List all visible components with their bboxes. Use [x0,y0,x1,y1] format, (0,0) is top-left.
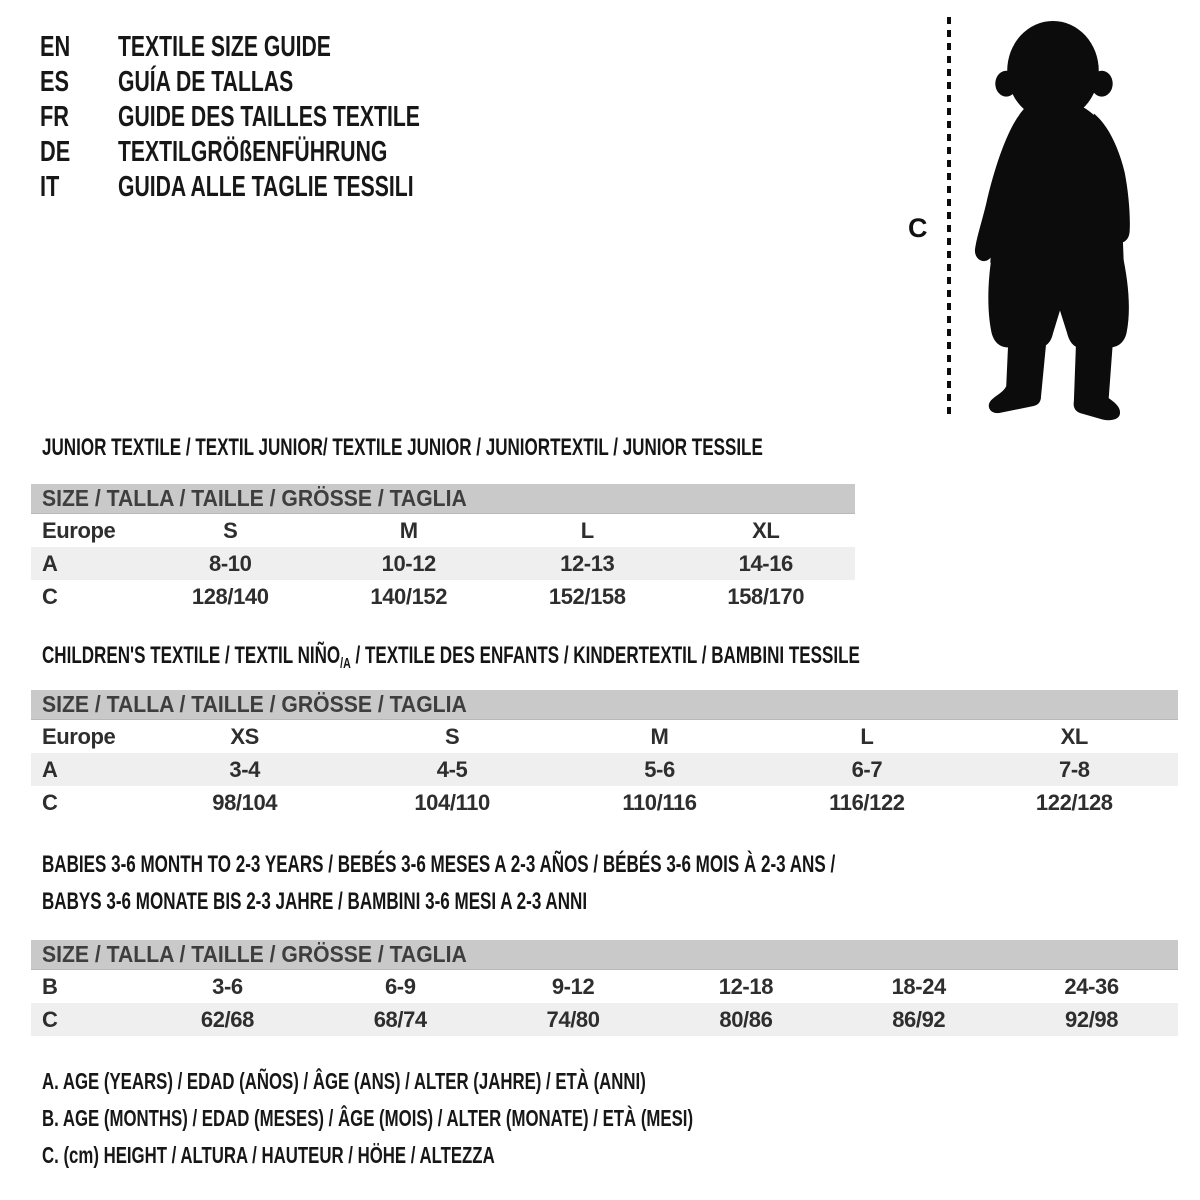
table-cell: 104/110 [414,789,490,815]
table-cell: M [399,517,418,543]
table-cell: 128/140 [191,583,269,609]
table-row [31,514,855,547]
table-cell: 98/104 [212,789,278,815]
height-measure-label: C [908,213,928,243]
table-cell: M [650,723,669,749]
table-cell: 12-18 [718,973,774,999]
babies-section-title-line2: BABYS 3-6 MONATE BIS 2-3 JAHRE / BAMBINI 3-6 MESI A 2-3 ANNI [42,888,588,915]
table-cell: 4-5 [436,756,468,782]
table-cell: 62/68 [200,1006,254,1032]
table-cell: 9-12 [551,973,595,999]
baby-silhouette-icon [955,14,1147,422]
children-section-title: CHILDREN'S TEXTILE / TEXTIL $NIÑO_{/A}$ / TEXTILE DES ENFANTS / KINDERTEXTIL / BAMBINI TESSILE [42,642,860,672]
table-cell: XL [1060,723,1088,749]
lang-row-de [40,135,532,170]
table-cell: XL [752,517,780,543]
children-size-header-label: SIZE / TALLA / TAILLE / GRÖSSE / TAGLIA [42,691,467,717]
lang-title-de: TEXTILGRÖßENFÜHRUNG [118,136,388,168]
table-cell: 110/116 [622,789,697,815]
table-cell: 12-13 [560,550,615,576]
table-cell: 80/86 [719,1006,773,1032]
table-row [31,970,1178,1003]
junior-section-title: JUNIOR TEXTILE / TEXTIL JUNIOR/ TEXTILE JUNIOR / JUNIORTEXTIL / JUNIOR TESSILE [42,434,763,461]
lang-code-es: ES [40,66,70,98]
table-cell: 14-16 [738,550,793,576]
row-label: C [42,1006,58,1032]
table-row [31,786,1178,819]
table-cell: 6-7 [851,756,883,782]
table-cell: 6-9 [384,973,416,999]
babies-size-header-label: SIZE / TALLA / TAILLE / GRÖSSE / TAGLIA [42,941,467,967]
row-label: A [42,550,58,576]
table-cell: 18-24 [891,973,946,999]
table-cell: S [223,517,238,543]
table-cell: 74/80 [546,1006,600,1032]
legend-age-years: A. AGE (YEARS) / EDAD (AÑOS) / ÂGE (ANS) / ALTER (JAHRE) / ETÀ (ANNI) [42,1068,646,1094]
babies-section-title-line1: BABIES 3-6 MONTH TO 2-3 YEARS / BEBÉS 3-6 MESES A 2-3 AÑOS / BÉBÉS 3-6 MOIS À 2-3 ANS / [42,851,836,878]
table-cell: 3-6 [212,973,243,999]
table-cell: 158/170 [727,583,805,609]
table-cell: 92/98 [1065,1006,1119,1032]
junior-size-table [31,514,855,613]
lang-title-es: GUÍA DE TALLAS [118,66,294,98]
nino-a-subscript: /A [340,655,351,672]
lang-code-en: EN [40,31,71,63]
table-cell: L [860,723,874,749]
legend-height-cm: C. (cm) HEIGHT / ALTURA / HAUTEUR / HÖHE / ALTEZZA [42,1142,495,1168]
babies-size-header-bar [31,940,1178,970]
lang-row-en [40,30,532,65]
lang-row-fr [40,100,532,135]
height-dashed-line [947,17,951,416]
children-size-header-bar [31,690,1178,720]
row-label: A [42,756,58,782]
table-row [31,547,855,580]
lang-code-de: DE [40,136,71,168]
row-label: C [42,789,58,815]
row-label: B [42,973,58,999]
row-label: Europe [42,517,116,543]
table-cell: XS [230,723,259,749]
legend-age-months: B. AGE (MONTHS) / EDAD (MESES) / ÂGE (MOIS) / ALTER (MONATE) / ETÀ (MESI) [42,1105,694,1131]
table-cell: L [580,517,594,543]
table-cell: 116/122 [829,789,905,815]
table-cell: 122/128 [1035,789,1113,815]
lang-title-it: GUIDA ALLE TAGLIE TESSILI [118,171,414,203]
table-cell: S [444,723,460,749]
table-cell: 3-4 [229,756,260,782]
junior-size-header-bar [31,484,855,514]
lang-title-fr: GUIDE DES TAILLES TEXTILE [118,101,420,133]
table-cell: 8-10 [209,550,252,576]
table-row [31,753,1178,786]
lang-title-en: TEXTILE SIZE GUIDE [118,31,331,63]
lang-code-it: IT [40,171,60,203]
table-cell: 152/158 [548,583,626,609]
table-cell: 7-8 [1058,756,1090,782]
table-cell: 86/92 [892,1006,946,1032]
children-size-table [31,720,1178,819]
table-cell: 5-6 [644,756,675,782]
table-row [31,580,855,613]
lang-code-fr: FR [40,101,70,133]
table-row [31,1003,1178,1036]
lang-row-it [40,170,532,205]
table-cell: 68/74 [373,1006,427,1032]
row-label: C [42,583,58,609]
table-cell: 140/152 [370,583,448,609]
babies-size-table [31,970,1178,1036]
junior-size-header-label: SIZE / TALLA / TAILLE / GRÖSSE / TAGLIA [42,485,467,511]
row-label: Europe [42,723,116,749]
language-title-list [40,30,532,205]
lang-row-es [40,65,532,100]
table-cell: 10-12 [381,550,436,576]
table-cell: 24-36 [1064,973,1119,999]
table-row [31,720,1178,753]
